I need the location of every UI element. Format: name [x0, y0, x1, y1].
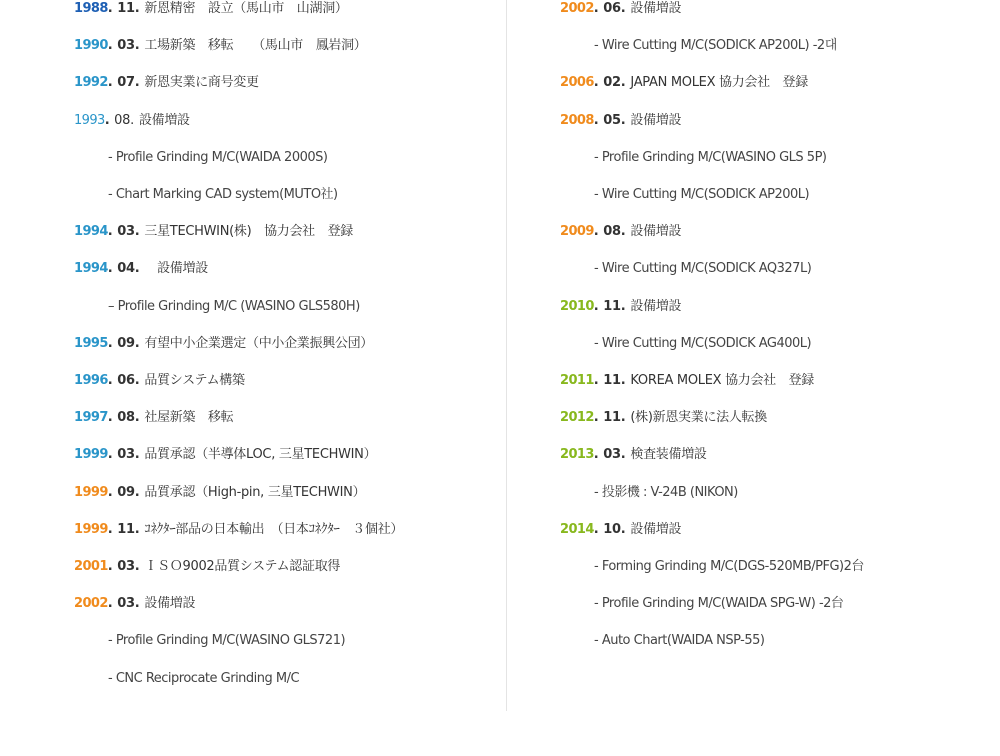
entry-description: 工場新築 移転 （馬山市 鳳岩洞） [144, 38, 367, 54]
entry-description: 検査装備増設 [630, 447, 707, 463]
entry-month: 06. [603, 1, 626, 16]
entry-month: 08. [114, 112, 134, 128]
history-entry: 2002. 03. 設備増設 [74, 596, 196, 612]
entry-description: 設備増設 [138, 112, 190, 128]
history-entry: 2009. 08. 設備増設 [560, 224, 682, 240]
entry-year: 2014 [560, 521, 594, 537]
history-entry: 2012. 11. (株)新恩実業に法人転換 [560, 410, 767, 426]
entry-year: 2012 [560, 410, 594, 426]
entry-description: (株)新恩実業に法人転換 [630, 410, 767, 426]
entry-year: 2002 [560, 1, 594, 16]
entry-month: 04. [117, 261, 140, 277]
entry-description: 設備増設 [630, 224, 682, 240]
entry-year: 2010 [560, 298, 594, 314]
entry-month: 11. [603, 298, 626, 314]
entry-year: 2013 [560, 447, 594, 463]
entry-description: 三星TECHWIN(株) 協力会社 登録 [144, 224, 353, 240]
entry-month: 06. [117, 373, 140, 388]
equipment-item: - Profile Grinding M/C(WAIDA SPG-W) -2台 [594, 596, 844, 612]
history-entry: 2001. 03. ＩＳＯ9002品質システム認証取得 [74, 559, 341, 574]
entry-month: 03. [117, 447, 140, 463]
history-entry: 1988. 11. 新恩精密 設立（馬山市 山湖洞） [74, 1, 348, 16]
entry-description: ｺﾈｸﾀｰ部品の日本輸出 （日本ｺﾈｸﾀｰ ３個社） [144, 521, 404, 537]
entry-description: 設備増設 [144, 261, 208, 277]
entry-description: 有望中小企業選定（中小企業振興公団） [144, 335, 374, 351]
entry-month: 10. [603, 521, 626, 537]
entry-month: 03. [117, 38, 140, 54]
equipment-item: - 投影機 : V-24B (NIKON) [594, 484, 738, 500]
entry-year: 1999 [74, 484, 108, 500]
history-entry: 1999. 11. ｺﾈｸﾀｰ部品の日本輸出 （日本ｺﾈｸﾀｰ ３個社） [74, 521, 404, 537]
equipment-item: - Wire Cutting M/C(SODICK AP200L) [594, 187, 810, 202]
equipment-item: - Auto Chart(WAIDA NSP-55) [594, 633, 765, 649]
entry-month: 08. [603, 224, 626, 240]
entry-description: 設備増設 [144, 596, 196, 612]
entry-month: 03. [117, 559, 140, 574]
entry-description: ＩＳＯ9002品質システム認証取得 [144, 559, 341, 574]
equipment-item: - Profile Grinding M/C(WASINO GLS721) [108, 633, 346, 649]
history-entry: 1999. 09. 品質承認（High-pin, 三星TECHWIN） [74, 484, 366, 500]
history-entry: 2010. 11. 設備増設 [560, 298, 682, 314]
entry-description: 設備増設 [630, 112, 682, 128]
equipment-item: - Chart Marking CAD system(MUTO社) [108, 187, 338, 202]
entry-description: 品質承認（High-pin, 三星TECHWIN） [144, 484, 366, 500]
history-entry: 2013. 03. 検査装備増設 [560, 447, 707, 463]
entry-description: 社屋新築 移転 [144, 410, 234, 426]
entry-description: 新恩精密 設立（馬山市 山湖洞） [144, 1, 348, 16]
history-entry: 1993. 08. 設備増設 [74, 112, 190, 128]
history-entry: 2006. 02. JAPAN MOLEX 協力会社 登録 [560, 75, 808, 91]
entry-description: JAPAN MOLEX 協力会社 登録 [630, 75, 808, 91]
history-entry: 1990. 03. 工場新築 移転 （馬山市 鳳岩洞） [74, 38, 367, 54]
entry-month: 03. [117, 224, 140, 240]
entry-year: 1994 [74, 261, 108, 277]
entry-year: 2006 [560, 75, 594, 91]
history-entry: 1994. 03. 三星TECHWIN(株) 協力会社 登録 [74, 224, 353, 240]
entry-year: 1993 [74, 112, 105, 128]
entry-year: 2008 [560, 112, 594, 128]
history-entry: 2014. 10. 設備増設 [560, 521, 682, 537]
entry-month: 11. [603, 373, 626, 388]
entry-description: 設備増設 [630, 1, 682, 16]
entry-year: 1997 [74, 410, 108, 426]
entry-year: 2009 [560, 224, 594, 240]
equipment-item: - Wire Cutting M/C(SODICK AG400L) [594, 335, 812, 351]
entry-year: 1996 [74, 373, 108, 388]
history-entry: 1992. 07. 新恩実業に商号変更 [74, 75, 259, 91]
equipment-item: – Profile Grinding M/C (WASINO GLS580H) [108, 298, 360, 314]
column-divider [506, 0, 507, 711]
entry-month: 11. [117, 521, 140, 537]
entry-year: 2002 [74, 596, 108, 612]
entry-year: 2001 [74, 559, 108, 574]
entry-month: 11. [603, 410, 626, 426]
entry-month: 07. [117, 75, 140, 91]
entry-description: 設備増設 [630, 521, 682, 537]
equipment-item: - Wire Cutting M/C(SODICK AQ327L) [594, 261, 812, 277]
entry-description: 新恩実業に商号変更 [144, 75, 259, 91]
entry-month: 09. [117, 335, 140, 351]
history-entry: 1997. 08. 社屋新築 移転 [74, 410, 234, 426]
entry-month: 03. [117, 596, 140, 612]
entry-description: 設備増設 [630, 298, 682, 314]
entry-month: 02. [603, 75, 626, 91]
entry-month: 08. [117, 410, 140, 426]
entry-month: 03. [603, 447, 626, 463]
entry-year: 1990 [74, 38, 108, 54]
equipment-item: - CNC Reciprocate Grinding M/C [108, 670, 300, 686]
entry-year: 1992 [74, 75, 108, 91]
history-entry: 1996. 06. 品質システム構築 [74, 373, 245, 388]
entry-description: 品質システム構築 [144, 373, 245, 388]
history-entry: 1999. 03. 品質承認（半導体LOC, 三星TECHWIN） [74, 447, 377, 463]
entry-year: 2011 [560, 373, 594, 388]
entry-year: 1999 [74, 447, 108, 463]
entry-month: 09. [117, 484, 140, 500]
history-entry: 2008. 05. 設備増設 [560, 112, 682, 128]
equipment-item: - Profile Grinding M/C(WASINO GLS 5P) [594, 149, 827, 165]
history-entry: 2011. 11. KOREA MOLEX 協力会社 登録 [560, 373, 814, 388]
entry-year: 1994 [74, 224, 108, 240]
equipment-item: - Profile Grinding M/C(WAIDA 2000S) [108, 149, 328, 165]
history-entry: 1994. 04. 設備増設 [74, 261, 208, 277]
history-entry: 1995. 09. 有望中小企業選定（中小企業振興公団） [74, 335, 374, 351]
entry-description: KOREA MOLEX 協力会社 登録 [630, 373, 814, 388]
entry-description: 品質承認（半導体LOC, 三星TECHWIN） [144, 447, 377, 463]
entry-month: 11. [117, 1, 140, 16]
entry-year: 1995 [74, 335, 108, 351]
equipment-item: - Forming Grinding M/C(DGS-520MB/PFG)2台 [594, 559, 864, 574]
entry-month: 05. [603, 112, 626, 128]
entry-year: 1988 [74, 1, 108, 16]
equipment-item: - Wire Cutting M/C(SODICK AP200L) -2대 [594, 38, 837, 54]
entry-year: 1999 [74, 521, 108, 537]
history-entry: 2002. 06. 設備増設 [560, 1, 682, 16]
